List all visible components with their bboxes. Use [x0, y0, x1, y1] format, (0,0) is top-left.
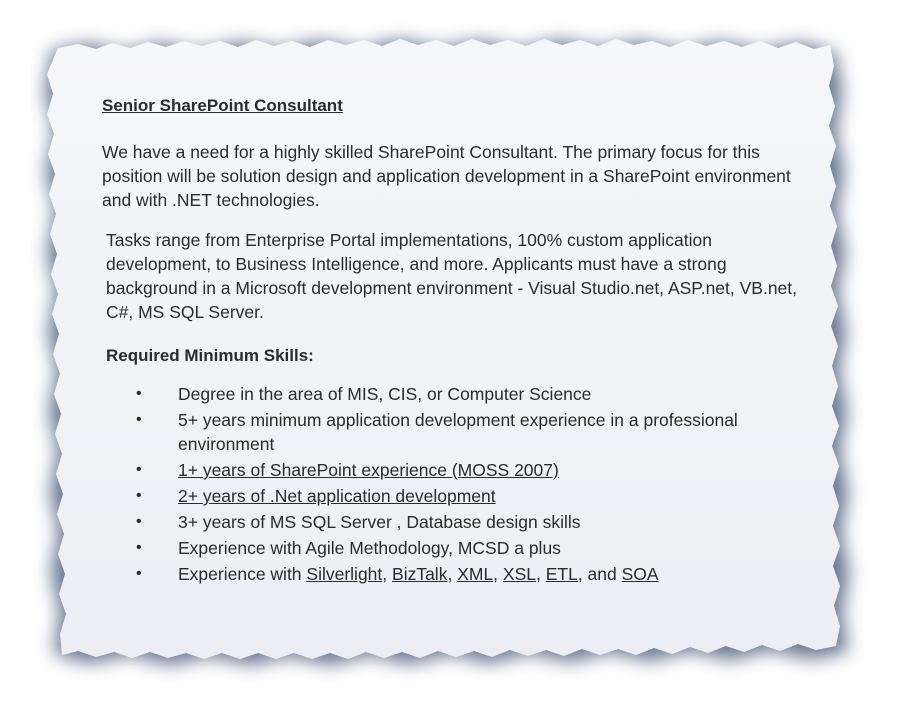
job-title: Senior SharePoint Consultant — [102, 96, 343, 115]
tech-silverlight: Silverlight — [306, 564, 383, 584]
skills-heading: Required Minimum Skills: — [106, 346, 314, 365]
skill-text: 5+ years minimum application development experience in a professional environment — [178, 410, 738, 454]
separator: , — [493, 564, 503, 584]
tech-xsl: XSL — [502, 564, 536, 584]
tech-etl: ETL — [545, 564, 578, 584]
skill-item-agile — [102, 536, 738, 560]
skill-text: 1+ years of SharePoint experience (MOSS 2007) — [178, 460, 559, 480]
job-posting — [102, 94, 802, 588]
separator: , — [447, 564, 458, 584]
torn-paper-sheet — [30, 22, 872, 687]
bullet-icon: • — [136, 539, 142, 556]
skill-item-technologies — [102, 562, 738, 586]
separator: , — [535, 564, 546, 584]
tech-soa: SOA — [621, 564, 659, 584]
skill-text: 3+ years of MS SQL Server , Database design skills — [178, 512, 581, 532]
skill-item-dotnet — [102, 484, 738, 508]
separator: , — [382, 564, 393, 584]
bullet-icon: • — [136, 411, 142, 428]
skill-item-degree — [102, 382, 738, 406]
skill-text: Experience with Agile Methodology, MCSD a plus — [178, 538, 561, 558]
bullet-icon: • — [136, 487, 142, 504]
skill-item-sharepoint — [102, 458, 738, 482]
skill-item-sql — [102, 510, 738, 534]
tasks-paragraph: Tasks range from Enterprise Portal implementations, 100% custom application development, to Business Intelligence, and more. Applicants must have a strong background in a Microsoft development environment - Visual Studio.net, ASP.net, VB.net, C#, MS SQL Server. — [106, 230, 798, 322]
tech-biztalk: BizTalk — [392, 564, 448, 584]
bullet-icon: • — [136, 565, 142, 582]
skill-text: Degree in the area of MIS, CIS, or Computer Science — [178, 384, 592, 404]
skill-text: 2+ years of .Net application development — [178, 486, 496, 506]
skill-text-prefix: Experience with — [178, 564, 307, 584]
skill-item-experience — [102, 408, 738, 456]
tech-xml: XML — [457, 564, 494, 584]
bullet-icon: • — [136, 385, 142, 402]
separator-and: , and — [577, 564, 622, 584]
bullet-icon: • — [136, 461, 142, 478]
skills-list — [102, 382, 802, 586]
intro-paragraph: We have a need for a highly skilled SharePoint Consultant. The primary focus for this position will be solution design and application development in a SharePoint environment and with .NET technologies. — [102, 142, 791, 210]
bullet-icon: • — [136, 513, 142, 530]
